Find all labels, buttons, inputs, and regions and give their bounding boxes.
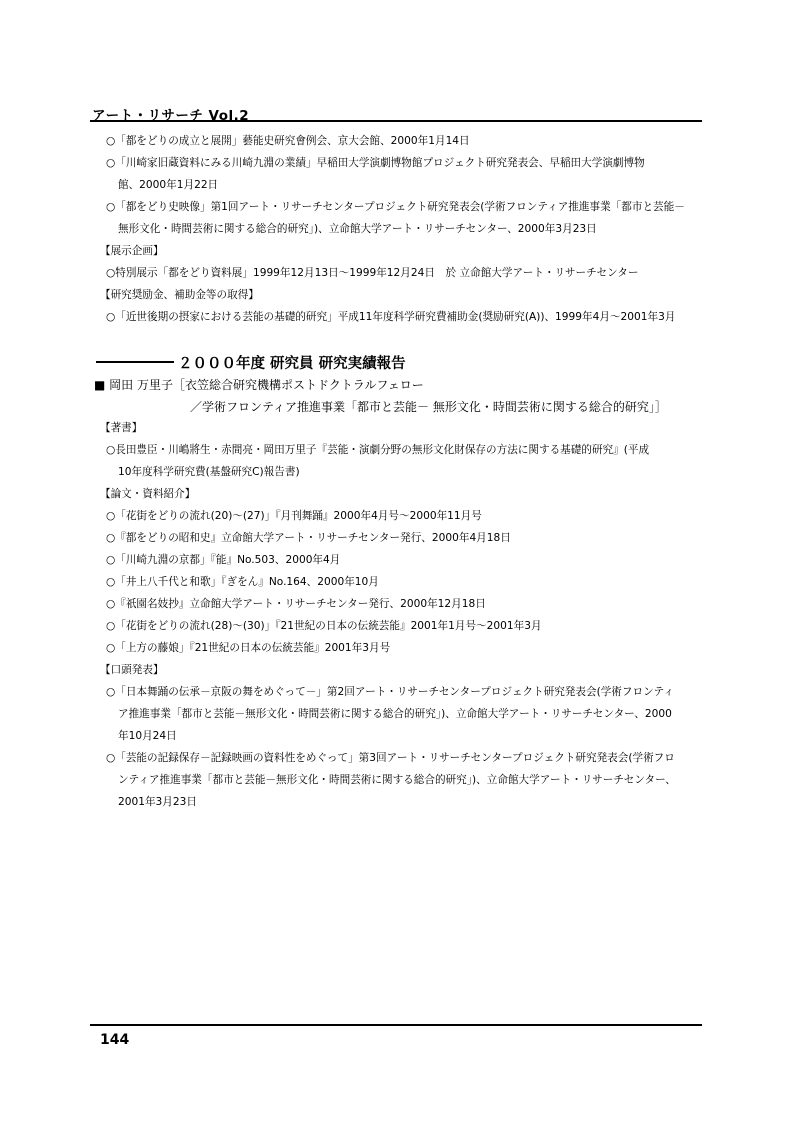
list-item: ○「井上八千代と和歌」『ぎをん』No.164、2000年10月 <box>106 576 379 588</box>
list-item: ○長田豊臣・川嶋將生・赤間亮・岡田万里子『芸能・演劇分野の無形文化財保存の方法に関する基礎的研究』(平成 <box>106 444 650 456</box>
header-divider <box>90 120 702 122</box>
list-item-continuation: 無形文化・時間芸術に関する総合的研究」)、立命館大学アート・リサーチセンター、2000年3月23日 <box>118 223 597 235</box>
list-item: ○「川崎家旧蔵資料にみる川崎九淵の業績」早稲田大学演劇博物館プロジェクト研究発表会、早稲田大学演劇博物 <box>106 157 645 169</box>
category-heading: 【口頭発表】 <box>100 664 164 676</box>
category-heading: 【研究奨励金、補助金等の取得】 <box>100 289 259 301</box>
list-item: ○「川崎九淵の京都」『能』No.503、2000年4月 <box>106 554 341 566</box>
title-dash-rule <box>96 361 174 363</box>
footer-divider <box>90 1024 702 1026</box>
researcher-affiliation: ／学術フロンティア推進事業「都市と芸能－ 無形文化・時間芸術に関する総合的研究」］ <box>190 400 667 414</box>
researcher-name: ■ 岡田 万里子［衣笠総合研究機構ポストドクトラルフェロー <box>94 378 424 392</box>
list-item: ○「日本舞踊の伝承－京阪の舞をめぐって－」第2回アート・リサーチセンタープロジェクト研究発表会(学術フロンティ <box>106 686 675 698</box>
section-title <box>96 352 406 373</box>
list-item: ○「上方の藤娘」『21世紀の日本の伝統芸能』2001年3月号 <box>106 642 391 654</box>
list-item: ○「花街をどりの流れ(20)～(27)」『月刊舞踊』2000年4月号～2000年11月号 <box>106 510 482 522</box>
list-item: ○「近世後期の摂家における芸能の基礎的研究」平成11年度科学研究費補助金(奨励研究(A))、1999年4月～2001年3月 <box>106 311 676 323</box>
list-item: ○特別展示「都をどり資料展」1999年12月13日～1999年12月24日 於 立命館大学アート・リサーチセンター <box>106 267 639 279</box>
list-item: ○『都をどりの昭和史』立命館大学アート・リサーチセンター発行、2000年4月18日 <box>106 532 511 544</box>
section-title-text: ２０００年度 研究員 研究実績報告 <box>178 356 406 372</box>
list-item: ○「芸能の記録保存－記録映画の資料性をめぐって」第3回アート・リサーチセンタープロジェクト研究発表会(学術フロ <box>106 752 675 764</box>
list-item-continuation: 10年度科学研究費(基盤研究C)報告書) <box>118 466 300 478</box>
list-item-continuation: 館、2000年1月22日 <box>118 179 219 191</box>
list-item: ○「花街をどりの流れ(28)～(30)」『21世紀の日本の伝統芸能』2001年1月号～2001年3月 <box>106 620 542 632</box>
category-heading: 【展示企画】 <box>100 245 164 257</box>
category-heading: 【論文・資料紹介】 <box>100 488 196 500</box>
list-item-continuation: ア推進事業「都市と芸能－無形文化・時間芸術に関する総合的研究」)、立命館大学アート・リサーチセンター、2000 <box>118 708 672 720</box>
list-item-continuation: 年10月24日 <box>118 730 177 742</box>
running-header-title: アート・リサーチ Vol.2 <box>92 108 250 124</box>
list-item-continuation: 2001年3月23日 <box>118 796 197 808</box>
list-item: ○『祇園名妓抄』立命館大学アート・リサーチセンター発行、2000年12月18日 <box>106 598 486 610</box>
page-number: 144 <box>100 1032 130 1048</box>
list-item: ○「都をどりの成立と展開」藝能史研究會例会、京大会館、2000年1月14日 <box>106 135 470 147</box>
list-item-continuation: ンティア推進事業「都市と芸能－無形文化・時間芸術に関する総合的研究」)、立命館大学アート・リサーチセンター、 <box>118 774 676 786</box>
list-item: ○「都をどり史映像」第1回アート・リサーチセンタープロジェクト研究発表会(学術フロンティア推進事業「都市と芸能－ <box>106 201 685 213</box>
category-heading: 【著書】 <box>100 422 143 434</box>
